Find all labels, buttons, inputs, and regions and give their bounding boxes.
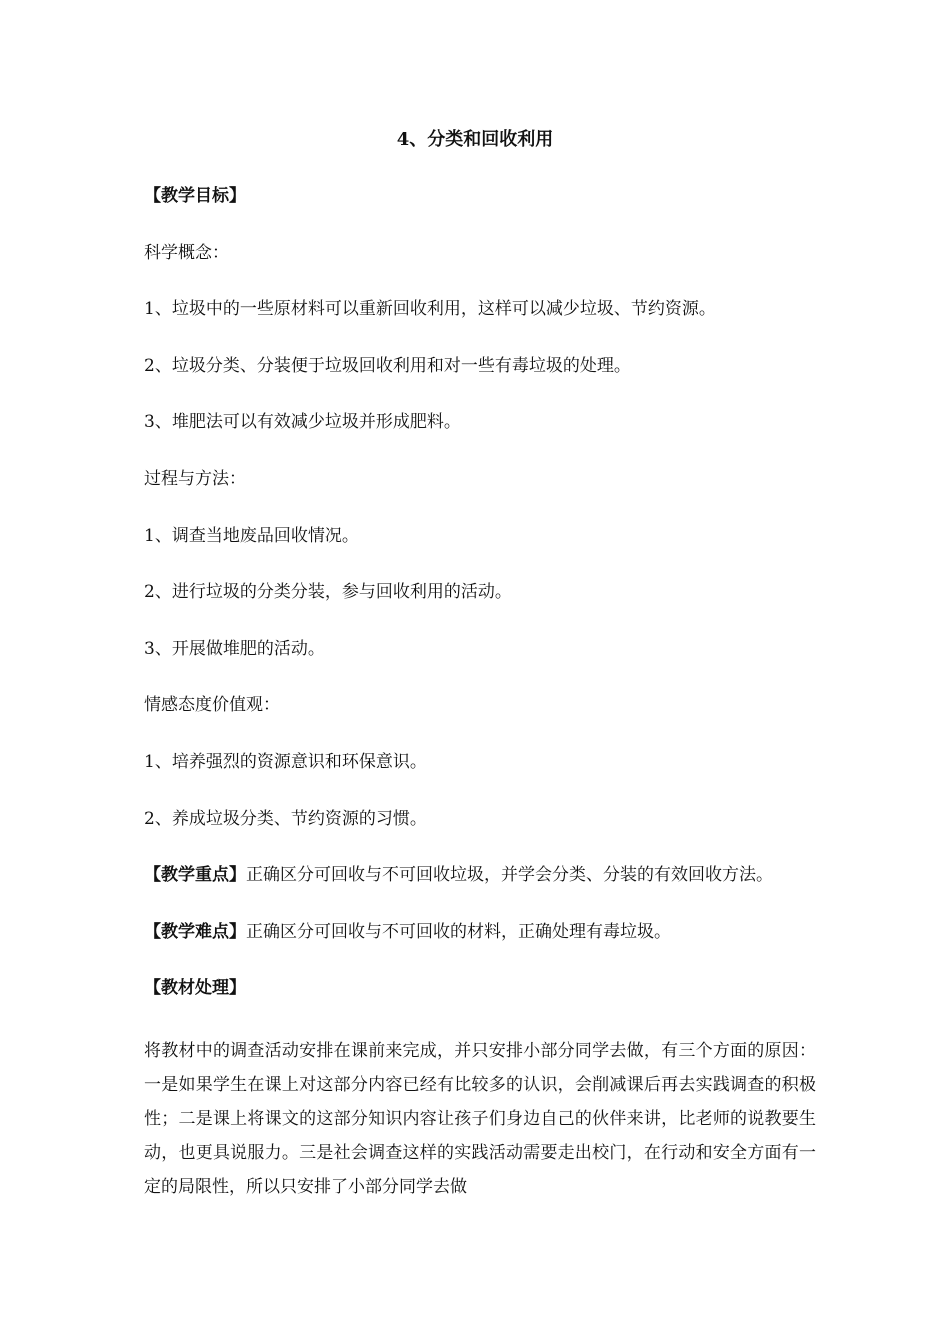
attitude-label: 情感态度价值观： xyxy=(144,695,280,715)
process-item-2: 2、进行垃圾的分类分装，参与回收利用的活动。 xyxy=(144,582,512,602)
material-heading: 【教材处理】 xyxy=(144,978,246,998)
concept-item-1: 1、垃圾中的一些原材料可以重新回收利用，这样可以减少垃圾、节约资源。 xyxy=(144,299,716,319)
key-points-text: 正确区分可回收与不可回收垃圾，并学会分类、分装的有效回收方法。 xyxy=(246,865,773,885)
attitude-item-2: 2、养成垃圾分类、节约资源的习惯。 xyxy=(144,809,427,829)
process-label: 过程与方法： xyxy=(144,469,246,489)
process-item-3: 3、开展做堆肥的活动。 xyxy=(144,639,325,659)
objectives-heading: 【教学目标】 xyxy=(144,186,246,206)
difficulties-heading: 【教学难点】 xyxy=(144,922,246,942)
key-points-heading: 【教学重点】 xyxy=(144,865,246,885)
difficulties-text: 正确区分可回收与不可回收的材料，正确处理有毒垃圾。 xyxy=(246,922,671,942)
process-item-1: 1、调查当地废品回收情况。 xyxy=(144,526,359,546)
concept-item-2: 2、垃圾分类、分装便于垃圾回收利用和对一些有毒垃圾的处理。 xyxy=(144,356,631,376)
concept-item-3: 3、堆肥法可以有效减少垃圾并形成肥料。 xyxy=(144,412,461,432)
concepts-label: 科学概念： xyxy=(144,243,229,263)
document-title: 4、分类和回收利用 xyxy=(396,129,554,150)
key-points xyxy=(144,864,773,886)
difficulties xyxy=(144,921,671,943)
attitude-item-1: 1、培养强烈的资源意识和环保意识。 xyxy=(144,752,427,772)
material-paragraph: 将教材中的调查活动安排在课前来完成，并只安排小部分同学去做，有三个方面的原因：一是如果学生在课上对这部分内容已经有比较多的认识，会削减课后再去实践调查的积极性；二是课上将课文的这部分知识内容让孩子们身边自己的伙伴来讲，比老师的说教要生动，也更具说服力。三是社会调查这样的实践活动需要走出校门，在行动和安全方面有一定的局限性，所以只安排了小部分同学去做 xyxy=(144,1041,816,1197)
